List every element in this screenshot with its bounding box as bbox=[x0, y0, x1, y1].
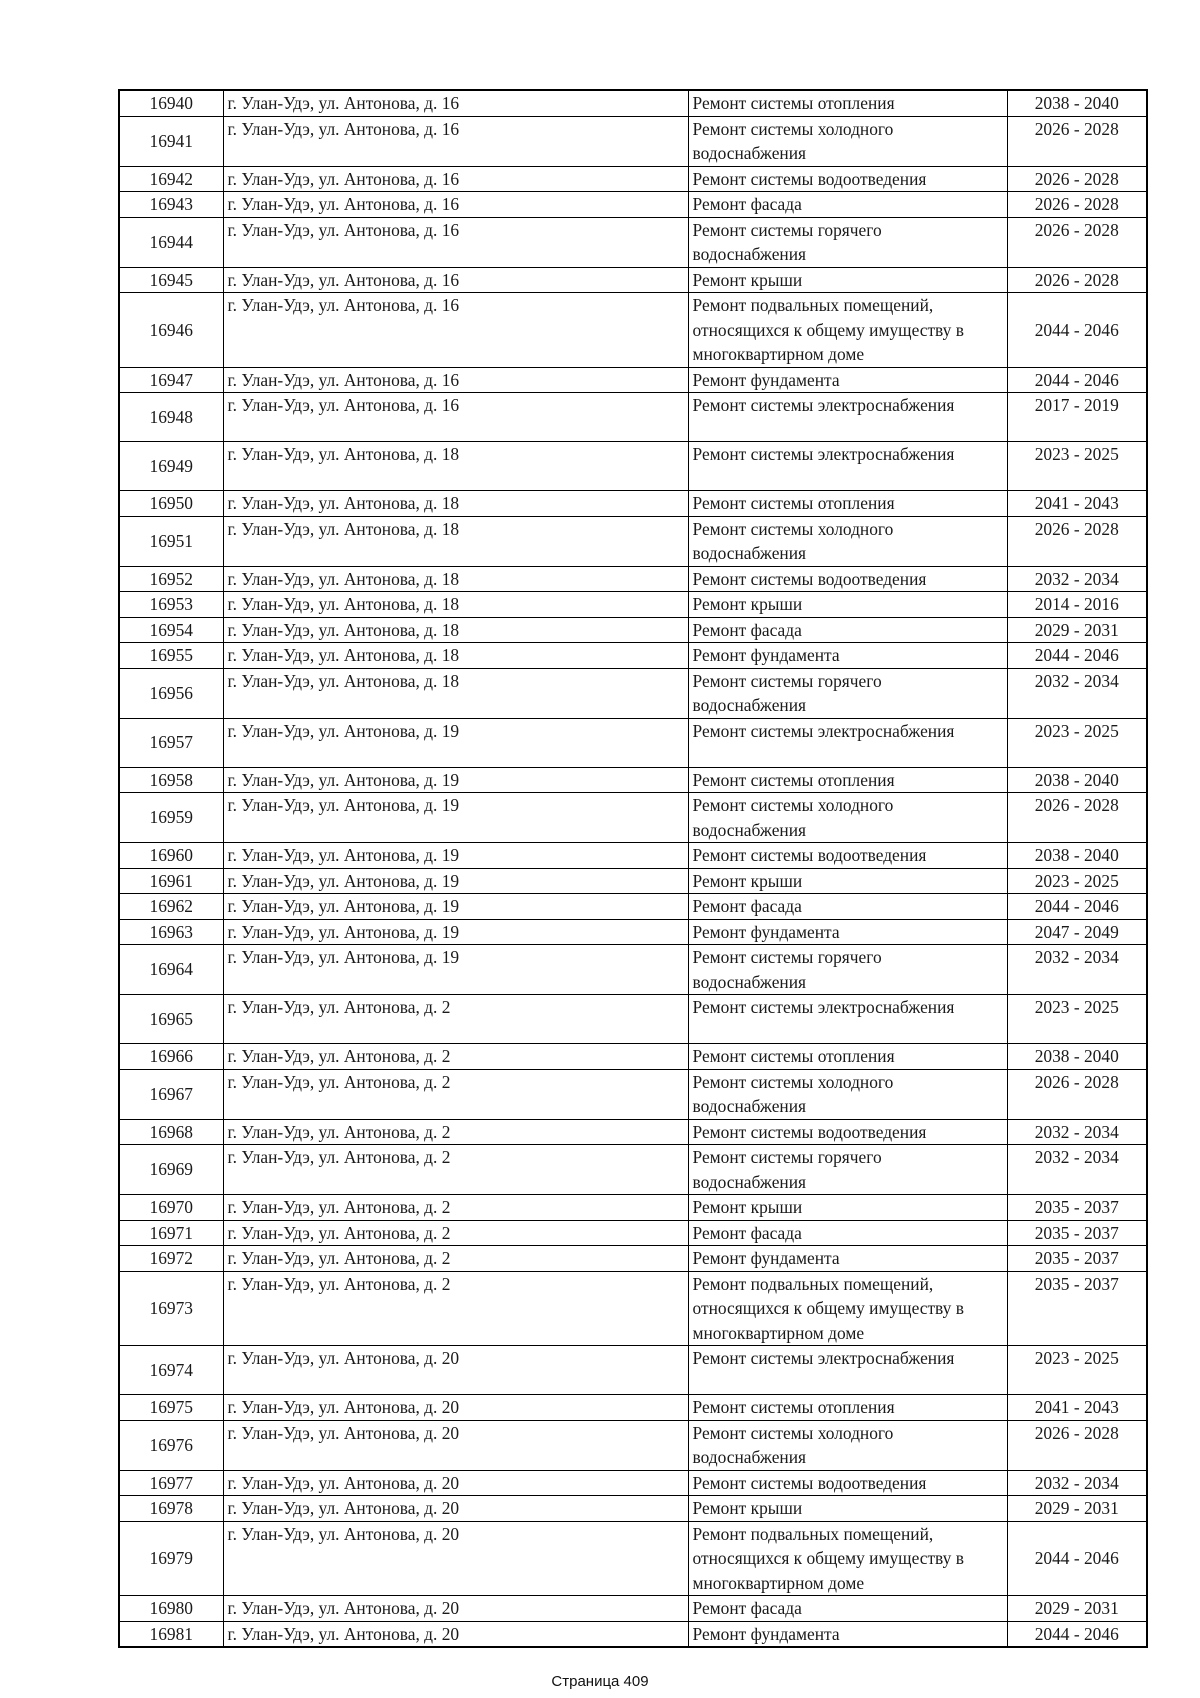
table-row bbox=[119, 1496, 1147, 1522]
table-row bbox=[119, 1119, 1147, 1145]
table-row bbox=[119, 90, 1147, 116]
work-type-cell: Ремонт системы отопления bbox=[688, 90, 1007, 116]
period-cell: 2026 - 2028 bbox=[1007, 192, 1147, 218]
address-cell: г. Улан-Удэ, ул. Антонова, д. 19 bbox=[223, 894, 688, 920]
address-cell: г. Улан-Удэ, ул. Антонова, д. 20 bbox=[223, 1395, 688, 1421]
address-cell: г. Улан-Удэ, ул. Антонова, д. 16 bbox=[223, 293, 688, 368]
table-row bbox=[119, 668, 1147, 718]
period-cell: 2026 - 2028 bbox=[1007, 217, 1147, 267]
row-number-cell: 16953 bbox=[119, 592, 223, 618]
period-cell: 2044 - 2046 bbox=[1007, 643, 1147, 669]
address-cell: г. Улан-Удэ, ул. Антонова, д. 19 bbox=[223, 767, 688, 793]
address-cell: г. Улан-Удэ, ул. Антонова, д. 16 bbox=[223, 393, 688, 442]
work-type-cell: Ремонт фундамента bbox=[688, 643, 1007, 669]
work-type-cell: Ремонт системы холодного водоснабжения bbox=[688, 116, 1007, 166]
period-cell: 2032 - 2034 bbox=[1007, 668, 1147, 718]
work-type-cell: Ремонт фасада bbox=[688, 1596, 1007, 1622]
work-type-cell: Ремонт системы отопления bbox=[688, 1044, 1007, 1070]
table-row bbox=[119, 718, 1147, 767]
table-row bbox=[119, 1420, 1147, 1470]
table-row bbox=[119, 843, 1147, 869]
work-type-cell: Ремонт системы горячего водоснабжения bbox=[688, 945, 1007, 995]
address-cell: г. Улан-Удэ, ул. Антонова, д. 16 bbox=[223, 116, 688, 166]
address-cell: г. Улан-Удэ, ул. Антонова, д. 20 bbox=[223, 1496, 688, 1522]
work-type-cell: Ремонт подвальных помещений, относящихся к общему имуществу в многоквартирном доме bbox=[688, 293, 1007, 368]
table-row bbox=[119, 267, 1147, 293]
table-row bbox=[119, 367, 1147, 393]
address-cell: г. Улан-Удэ, ул. Антонова, д. 18 bbox=[223, 617, 688, 643]
row-number-cell: 16979 bbox=[119, 1521, 223, 1596]
work-type-cell: Ремонт системы горячего водоснабжения bbox=[688, 668, 1007, 718]
row-number-cell: 16944 bbox=[119, 217, 223, 267]
row-number-cell: 16955 bbox=[119, 643, 223, 669]
period-cell: 2029 - 2031 bbox=[1007, 617, 1147, 643]
row-number-cell: 16977 bbox=[119, 1470, 223, 1496]
period-cell: 2044 - 2046 bbox=[1007, 894, 1147, 920]
row-number-cell: 16946 bbox=[119, 293, 223, 368]
table-row bbox=[119, 1346, 1147, 1395]
period-cell: 2026 - 2028 bbox=[1007, 793, 1147, 843]
work-type-cell: Ремонт фундамента bbox=[688, 367, 1007, 393]
table-row bbox=[119, 1621, 1147, 1647]
row-number-cell: 16978 bbox=[119, 1496, 223, 1522]
table-row bbox=[119, 1470, 1147, 1496]
address-cell: г. Улан-Удэ, ул. Антонова, д. 2 bbox=[223, 1119, 688, 1145]
work-type-cell: Ремонт подвальных помещений, относящихся к общему имуществу в многоквартирном доме bbox=[688, 1271, 1007, 1346]
address-cell: г. Улан-Удэ, ул. Антонова, д. 16 bbox=[223, 267, 688, 293]
period-cell: 2026 - 2028 bbox=[1007, 1420, 1147, 1470]
row-number-cell: 16956 bbox=[119, 668, 223, 718]
row-number-cell: 16965 bbox=[119, 995, 223, 1044]
table-row bbox=[119, 1145, 1147, 1195]
period-cell: 2035 - 2037 bbox=[1007, 1220, 1147, 1246]
row-number-cell: 16980 bbox=[119, 1596, 223, 1622]
period-cell: 2047 - 2049 bbox=[1007, 919, 1147, 945]
table-row bbox=[119, 793, 1147, 843]
table-row bbox=[119, 643, 1147, 669]
table-row bbox=[119, 1246, 1147, 1272]
address-cell: г. Улан-Удэ, ул. Антонова, д. 16 bbox=[223, 217, 688, 267]
period-cell: 2014 - 2016 bbox=[1007, 592, 1147, 618]
works-table-body bbox=[119, 90, 1147, 1647]
work-type-cell: Ремонт крыши bbox=[688, 1496, 1007, 1522]
address-cell: г. Улан-Удэ, ул. Антонова, д. 16 bbox=[223, 367, 688, 393]
table-row bbox=[119, 767, 1147, 793]
table-row bbox=[119, 1220, 1147, 1246]
row-number-cell: 16970 bbox=[119, 1195, 223, 1221]
row-number-cell: 16954 bbox=[119, 617, 223, 643]
address-cell: г. Улан-Удэ, ул. Антонова, д. 19 bbox=[223, 945, 688, 995]
row-number-cell: 16973 bbox=[119, 1271, 223, 1346]
work-type-cell: Ремонт системы электроснабжения bbox=[688, 393, 1007, 442]
table-row bbox=[119, 217, 1147, 267]
work-type-cell: Ремонт фасада bbox=[688, 192, 1007, 218]
period-cell: 2029 - 2031 bbox=[1007, 1596, 1147, 1622]
address-cell: г. Улан-Удэ, ул. Антонова, д. 18 bbox=[223, 643, 688, 669]
table-row bbox=[119, 393, 1147, 442]
table-row bbox=[119, 1069, 1147, 1119]
work-type-cell: Ремонт системы водоотведения bbox=[688, 843, 1007, 869]
row-number-cell: 16952 bbox=[119, 566, 223, 592]
address-cell: г. Улан-Удэ, ул. Антонова, д. 19 bbox=[223, 843, 688, 869]
address-cell: г. Улан-Удэ, ул. Антонова, д. 18 bbox=[223, 592, 688, 618]
work-type-cell: Ремонт фасада bbox=[688, 1220, 1007, 1246]
table-row bbox=[119, 868, 1147, 894]
row-number-cell: 16962 bbox=[119, 894, 223, 920]
period-cell: 2044 - 2046 bbox=[1007, 1521, 1147, 1596]
row-number-cell: 16981 bbox=[119, 1621, 223, 1647]
work-type-cell: Ремонт системы электроснабжения bbox=[688, 442, 1007, 491]
table-row bbox=[119, 516, 1147, 566]
address-cell: г. Улан-Удэ, ул. Антонова, д. 2 bbox=[223, 1069, 688, 1119]
work-type-cell: Ремонт фасада bbox=[688, 894, 1007, 920]
period-cell: 2023 - 2025 bbox=[1007, 718, 1147, 767]
row-number-cell: 16958 bbox=[119, 767, 223, 793]
period-cell: 2035 - 2037 bbox=[1007, 1271, 1147, 1346]
row-number-cell: 16941 bbox=[119, 116, 223, 166]
row-number-cell: 16948 bbox=[119, 393, 223, 442]
period-cell: 2023 - 2025 bbox=[1007, 868, 1147, 894]
period-cell: 2041 - 2043 bbox=[1007, 1395, 1147, 1421]
period-cell: 2017 - 2019 bbox=[1007, 393, 1147, 442]
row-number-cell: 16972 bbox=[119, 1246, 223, 1272]
row-number-cell: 16959 bbox=[119, 793, 223, 843]
work-type-cell: Ремонт системы холодного водоснабжения bbox=[688, 793, 1007, 843]
address-cell: г. Улан-Удэ, ул. Антонова, д. 19 bbox=[223, 718, 688, 767]
period-cell: 2044 - 2046 bbox=[1007, 293, 1147, 368]
work-type-cell: Ремонт фасада bbox=[688, 617, 1007, 643]
period-cell: 2032 - 2034 bbox=[1007, 945, 1147, 995]
table-row bbox=[119, 919, 1147, 945]
address-cell: г. Улан-Удэ, ул. Антонова, д. 2 bbox=[223, 1220, 688, 1246]
table-row bbox=[119, 592, 1147, 618]
period-cell: 2023 - 2025 bbox=[1007, 995, 1147, 1044]
work-type-cell: Ремонт системы водоотведения bbox=[688, 1119, 1007, 1145]
period-cell: 2032 - 2034 bbox=[1007, 1119, 1147, 1145]
period-cell: 2032 - 2034 bbox=[1007, 1145, 1147, 1195]
address-cell: г. Улан-Удэ, ул. Антонова, д. 16 bbox=[223, 166, 688, 192]
work-type-cell: Ремонт системы отопления bbox=[688, 1395, 1007, 1421]
row-number-cell: 16969 bbox=[119, 1145, 223, 1195]
row-number-cell: 16945 bbox=[119, 267, 223, 293]
table-row bbox=[119, 293, 1147, 368]
address-cell: г. Улан-Удэ, ул. Антонова, д. 19 bbox=[223, 919, 688, 945]
table-row bbox=[119, 1521, 1147, 1596]
table-row bbox=[119, 995, 1147, 1044]
work-type-cell: Ремонт системы электроснабжения bbox=[688, 1346, 1007, 1395]
address-cell: г. Улан-Удэ, ул. Антонова, д. 16 bbox=[223, 192, 688, 218]
table-row bbox=[119, 1395, 1147, 1421]
period-cell: 2026 - 2028 bbox=[1007, 267, 1147, 293]
table-row bbox=[119, 617, 1147, 643]
table-row bbox=[119, 192, 1147, 218]
work-type-cell: Ремонт фундамента bbox=[688, 1621, 1007, 1647]
address-cell: г. Улан-Удэ, ул. Антонова, д. 18 bbox=[223, 491, 688, 517]
works-table bbox=[118, 89, 1148, 1648]
work-type-cell: Ремонт крыши bbox=[688, 267, 1007, 293]
work-type-cell: Ремонт системы водоотведения bbox=[688, 1470, 1007, 1496]
work-type-cell: Ремонт системы водоотведения bbox=[688, 566, 1007, 592]
period-cell: 2032 - 2034 bbox=[1007, 1470, 1147, 1496]
row-number-cell: 16975 bbox=[119, 1395, 223, 1421]
row-number-cell: 16951 bbox=[119, 516, 223, 566]
row-number-cell: 16947 bbox=[119, 367, 223, 393]
work-type-cell: Ремонт системы горячего водоснабжения bbox=[688, 1145, 1007, 1195]
row-number-cell: 16971 bbox=[119, 1220, 223, 1246]
period-cell: 2029 - 2031 bbox=[1007, 1496, 1147, 1522]
table-row bbox=[119, 1195, 1147, 1221]
table-row bbox=[119, 166, 1147, 192]
row-number-cell: 16957 bbox=[119, 718, 223, 767]
period-cell: 2038 - 2040 bbox=[1007, 1044, 1147, 1070]
table-row bbox=[119, 945, 1147, 995]
table-row bbox=[119, 116, 1147, 166]
work-type-cell: Ремонт системы водоотведения bbox=[688, 166, 1007, 192]
address-cell: г. Улан-Удэ, ул. Антонова, д. 20 bbox=[223, 1596, 688, 1622]
address-cell: г. Улан-Удэ, ул. Антонова, д. 19 bbox=[223, 793, 688, 843]
table-row bbox=[119, 566, 1147, 592]
work-type-cell: Ремонт системы электроснабжения bbox=[688, 718, 1007, 767]
row-number-cell: 16950 bbox=[119, 491, 223, 517]
period-cell: 2038 - 2040 bbox=[1007, 90, 1147, 116]
address-cell: г. Улан-Удэ, ул. Антонова, д. 2 bbox=[223, 1145, 688, 1195]
work-type-cell: Ремонт системы холодного водоснабжения bbox=[688, 1069, 1007, 1119]
row-number-cell: 16968 bbox=[119, 1119, 223, 1145]
period-cell: 2044 - 2046 bbox=[1007, 367, 1147, 393]
address-cell: г. Улан-Удэ, ул. Антонова, д. 2 bbox=[223, 1195, 688, 1221]
address-cell: г. Улан-Удэ, ул. Антонова, д. 20 bbox=[223, 1521, 688, 1596]
work-type-cell: Ремонт системы отопления bbox=[688, 767, 1007, 793]
period-cell: 2026 - 2028 bbox=[1007, 166, 1147, 192]
work-type-cell: Ремонт системы горячего водоснабжения bbox=[688, 217, 1007, 267]
row-number-cell: 16976 bbox=[119, 1420, 223, 1470]
work-type-cell: Ремонт фундамента bbox=[688, 1246, 1007, 1272]
address-cell: г. Улан-Удэ, ул. Антонова, д. 18 bbox=[223, 566, 688, 592]
row-number-cell: 16963 bbox=[119, 919, 223, 945]
address-cell: г. Улан-Удэ, ул. Антонова, д. 2 bbox=[223, 995, 688, 1044]
period-cell: 2026 - 2028 bbox=[1007, 1069, 1147, 1119]
period-cell: 2038 - 2040 bbox=[1007, 843, 1147, 869]
work-type-cell: Ремонт системы холодного водоснабжения bbox=[688, 1420, 1007, 1470]
address-cell: г. Улан-Удэ, ул. Антонова, д. 18 bbox=[223, 668, 688, 718]
period-cell: 2026 - 2028 bbox=[1007, 116, 1147, 166]
table-row bbox=[119, 1044, 1147, 1070]
address-cell: г. Улан-Удэ, ул. Антонова, д. 18 bbox=[223, 442, 688, 491]
address-cell: г. Улан-Удэ, ул. Антонова, д. 2 bbox=[223, 1271, 688, 1346]
period-cell: 2035 - 2037 bbox=[1007, 1195, 1147, 1221]
address-cell: г. Улан-Удэ, ул. Антонова, д. 20 bbox=[223, 1346, 688, 1395]
address-cell: г. Улан-Удэ, ул. Антонова, д. 20 bbox=[223, 1470, 688, 1496]
period-cell: 2041 - 2043 bbox=[1007, 491, 1147, 517]
work-type-cell: Ремонт подвальных помещений, относящихся к общему имуществу в многоквартирном доме bbox=[688, 1521, 1007, 1596]
period-cell: 2023 - 2025 bbox=[1007, 1346, 1147, 1395]
page-number: Страница 409 bbox=[551, 1673, 649, 1690]
table-row bbox=[119, 1596, 1147, 1622]
period-cell: 2035 - 2037 bbox=[1007, 1246, 1147, 1272]
work-type-cell: Ремонт системы отопления bbox=[688, 491, 1007, 517]
address-cell: г. Улан-Удэ, ул. Антонова, д. 18 bbox=[223, 516, 688, 566]
period-cell: 2044 - 2046 bbox=[1007, 1621, 1147, 1647]
address-cell: г. Улан-Удэ, ул. Антонова, д. 20 bbox=[223, 1621, 688, 1647]
period-cell: 2023 - 2025 bbox=[1007, 442, 1147, 491]
row-number-cell: 16967 bbox=[119, 1069, 223, 1119]
address-cell: г. Улан-Удэ, ул. Антонова, д. 19 bbox=[223, 868, 688, 894]
work-type-cell: Ремонт крыши bbox=[688, 868, 1007, 894]
row-number-cell: 16942 bbox=[119, 166, 223, 192]
work-type-cell: Ремонт крыши bbox=[688, 1195, 1007, 1221]
address-cell: г. Улан-Удэ, ул. Антонова, д. 2 bbox=[223, 1044, 688, 1070]
row-number-cell: 16960 bbox=[119, 843, 223, 869]
period-cell: 2032 - 2034 bbox=[1007, 566, 1147, 592]
row-number-cell: 16961 bbox=[119, 868, 223, 894]
row-number-cell: 16943 bbox=[119, 192, 223, 218]
table-row bbox=[119, 894, 1147, 920]
work-type-cell: Ремонт системы электроснабжения bbox=[688, 995, 1007, 1044]
row-number-cell: 16949 bbox=[119, 442, 223, 491]
table-row bbox=[119, 1271, 1147, 1346]
table-row bbox=[119, 491, 1147, 517]
row-number-cell: 16966 bbox=[119, 1044, 223, 1070]
address-cell: г. Улан-Удэ, ул. Антонова, д. 20 bbox=[223, 1420, 688, 1470]
address-cell: г. Улан-Удэ, ул. Антонова, д. 16 bbox=[223, 90, 688, 116]
period-cell: 2038 - 2040 bbox=[1007, 767, 1147, 793]
row-number-cell: 16974 bbox=[119, 1346, 223, 1395]
work-type-cell: Ремонт крыши bbox=[688, 592, 1007, 618]
table-row bbox=[119, 442, 1147, 491]
row-number-cell: 16964 bbox=[119, 945, 223, 995]
period-cell: 2026 - 2028 bbox=[1007, 516, 1147, 566]
row-number-cell: 16940 bbox=[119, 90, 223, 116]
address-cell: г. Улан-Удэ, ул. Антонова, д. 2 bbox=[223, 1246, 688, 1272]
work-type-cell: Ремонт фундамента bbox=[688, 919, 1007, 945]
work-type-cell: Ремонт системы холодного водоснабжения bbox=[688, 516, 1007, 566]
